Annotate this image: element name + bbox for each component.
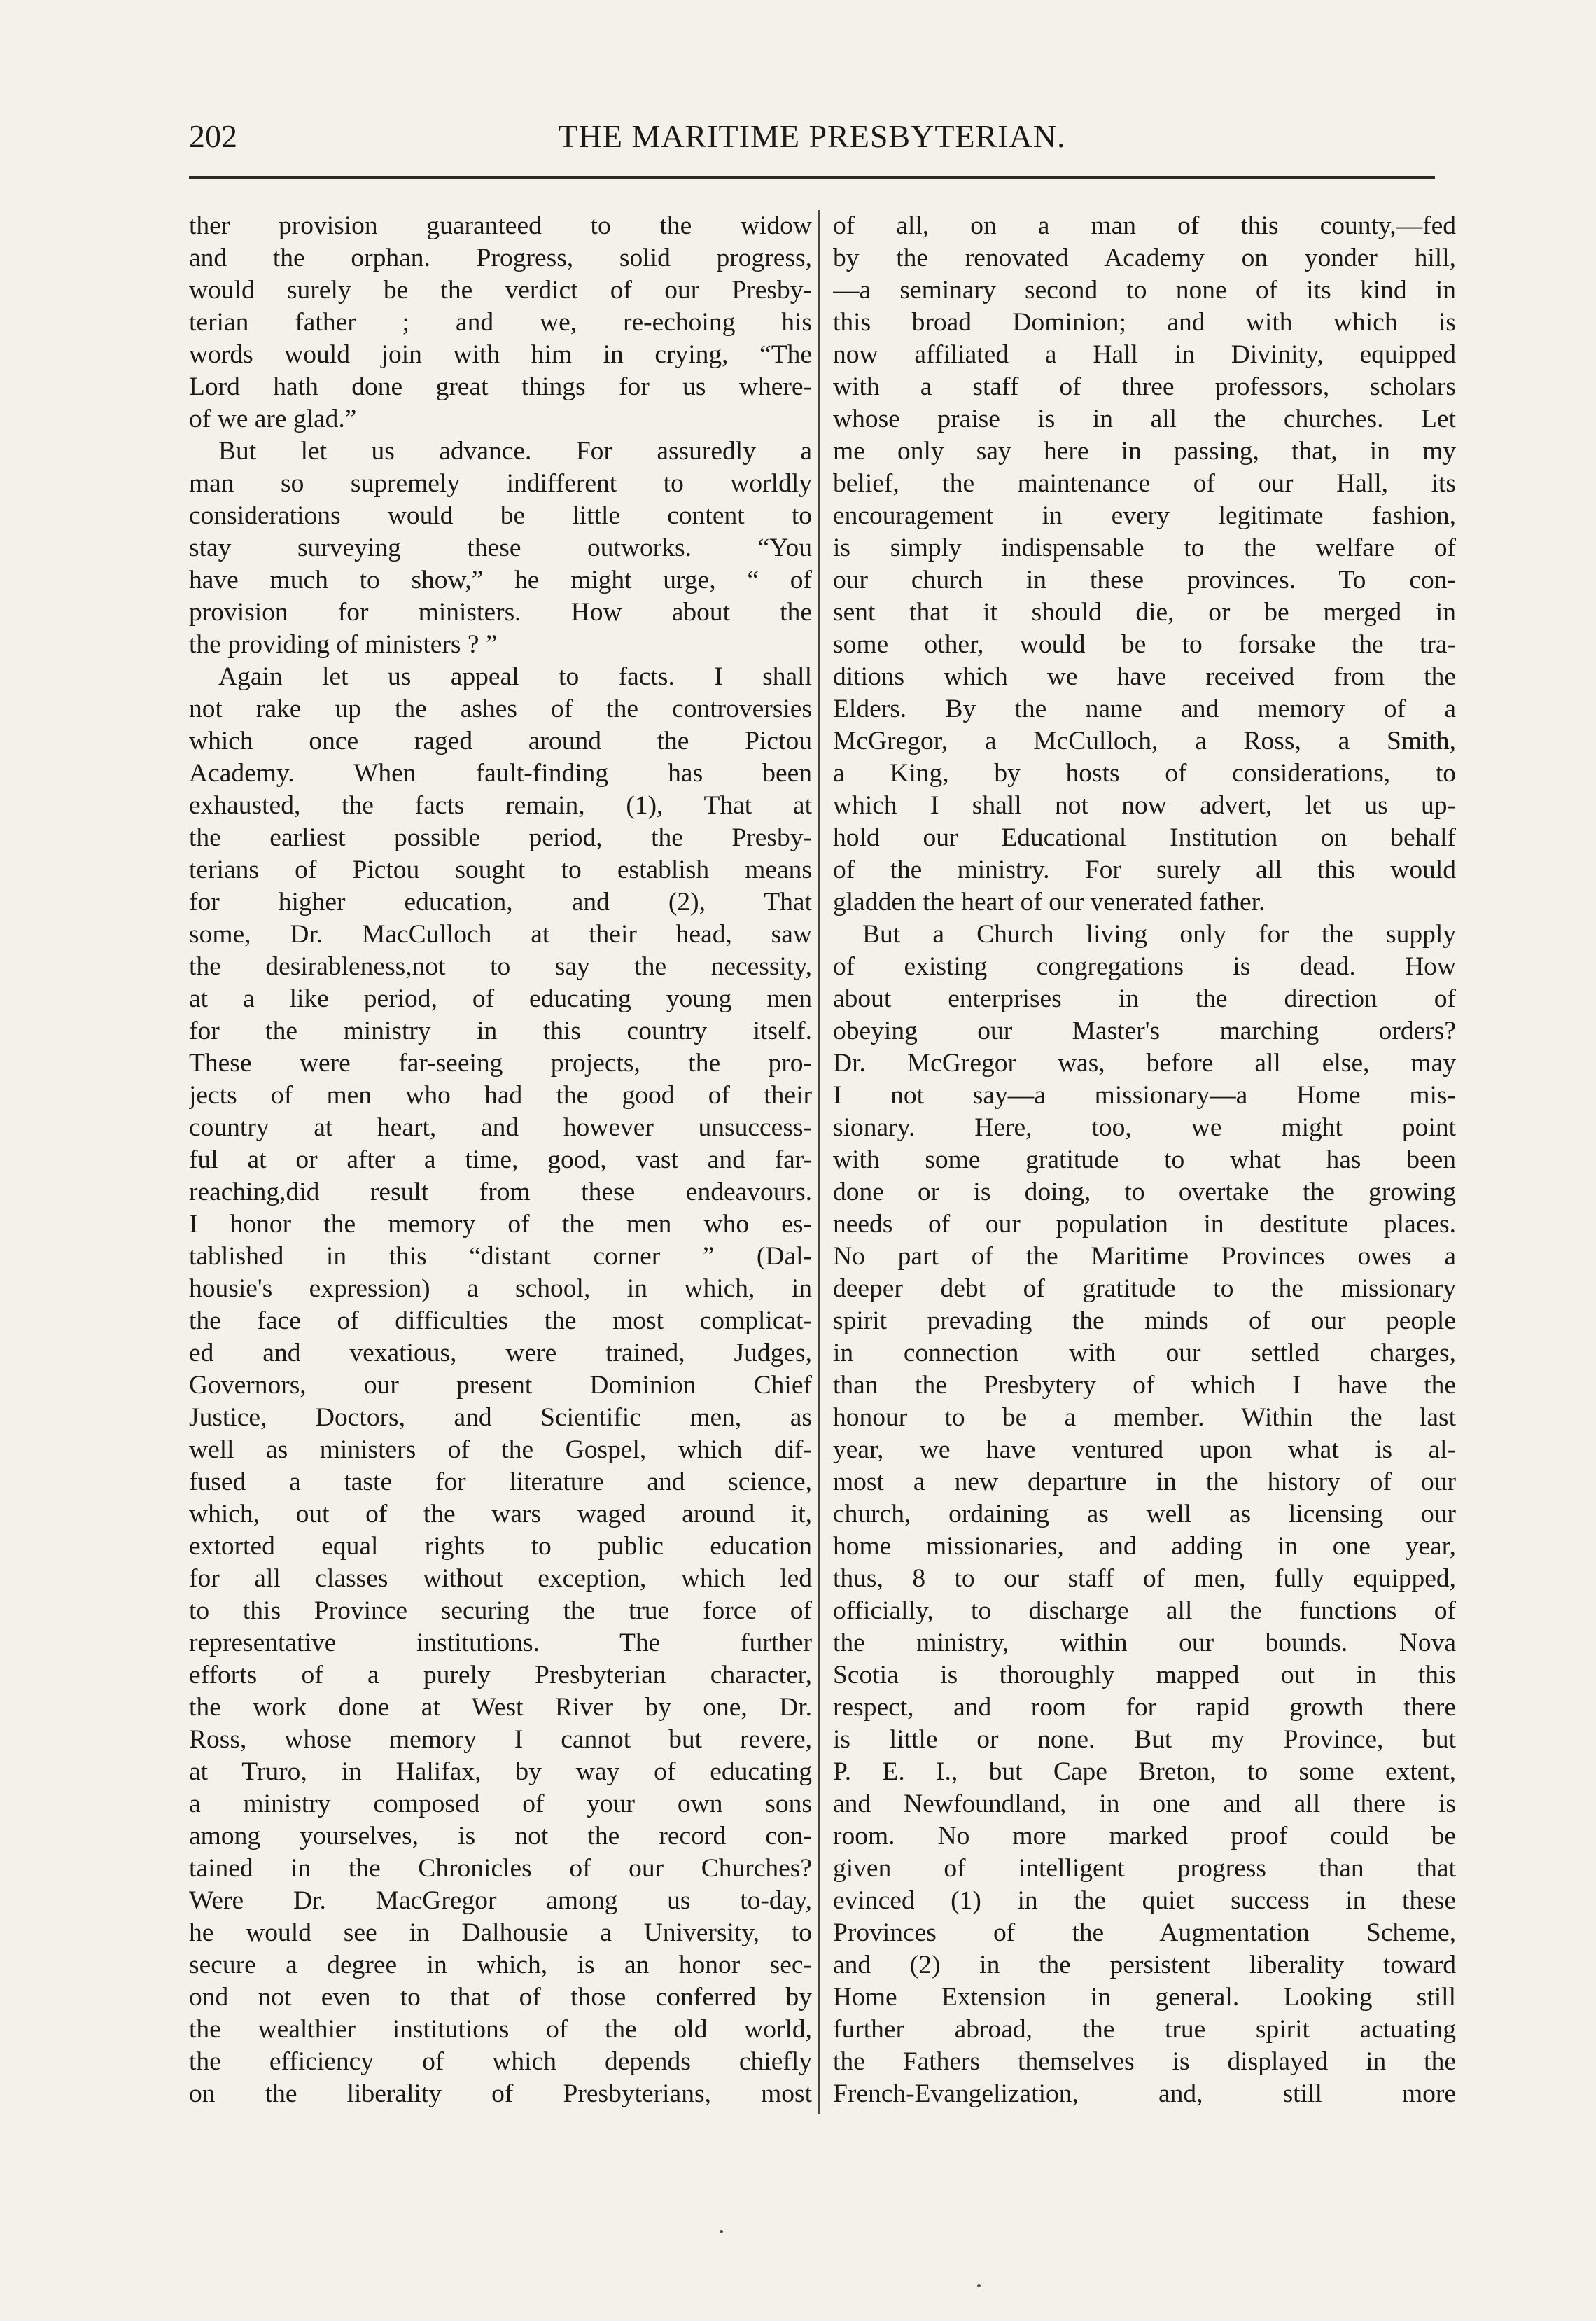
text-line: the providing of ministers ? ”	[189, 630, 498, 659]
text-line: —a seminary second to none of its kind in	[833, 276, 1456, 305]
text-line: with some gratitude to what has been	[833, 1145, 1456, 1174]
text-line: words would join with him in crying, “The	[189, 340, 812, 369]
text-line: jects of men who had the good of their	[189, 1081, 812, 1110]
text-line: and Newfoundland, in one and all there is	[833, 1790, 1456, 1818]
text-line: is simply indispensable to the welfare of	[833, 534, 1456, 562]
text-line: to this Province securing the true force of	[189, 1596, 812, 1625]
text-line: of existing congregations is dead. How	[833, 952, 1456, 981]
text-line: not rake up the ashes of the controversies	[189, 695, 812, 723]
text-line: hold our Educational Institution on behalf	[833, 823, 1456, 852]
print-speck	[720, 2230, 723, 2233]
text-line: efforts of a purely Presbyterian character,	[189, 1661, 812, 1689]
text-line: than the Presbytery of which I have the	[833, 1371, 1456, 1400]
text-line: he would see in Dalhousie a University, to	[189, 1918, 812, 1947]
text-line: at a like period, of educating young men	[189, 984, 812, 1013]
text-line: reaching,did result from these endeavours.	[189, 1178, 812, 1206]
text-line: obeying our Master's marching orders?	[833, 1017, 1456, 1045]
text-line: Governors, our present Dominion Chief	[189, 1371, 812, 1400]
text-line: I not say—a missionary—a Home mis-	[833, 1081, 1456, 1110]
text-line: year, we have ventured upon what is al-	[833, 1435, 1456, 1464]
text-line: spirit prevading the minds of our people	[833, 1306, 1456, 1335]
text-line: No part of the Maritime Provinces owes a	[833, 1242, 1456, 1271]
text-line: the Fathers themselves is displayed in the	[833, 2047, 1456, 2076]
text-line: a King, by hosts of considerations, to	[833, 759, 1456, 788]
text-line: sent that it should die, or be merged in	[833, 598, 1456, 627]
text-line: I honor the memory of the men who es-	[189, 1210, 812, 1239]
text-line: of the ministry. For surely all this would	[833, 856, 1456, 884]
text-line: a ministry composed of your own sons	[189, 1790, 812, 1818]
page-header	[189, 118, 1435, 167]
running-title: THE MARITIME PRESBYTERIAN.	[558, 118, 1066, 154]
text-line: But let us advance. For assuredly a	[218, 437, 812, 466]
text-line: the desirableness,not to say the necessity,	[189, 952, 812, 981]
text-line: the ministry, within our bounds. Nova	[833, 1629, 1456, 1657]
text-line: belief, the maintenance of our Hall, its	[833, 469, 1456, 498]
text-line: with a staff of three professors, scholars	[833, 372, 1456, 401]
text-line: most a new departure in the history of our	[833, 1468, 1456, 1496]
text-line: which I shall not now advert, let us up-	[833, 791, 1456, 820]
text-line: the wealthier institutions of the old world,	[189, 2015, 812, 2044]
text-line: me only say here in passing, that, in my	[833, 437, 1456, 466]
text-line: ed and vexatious, were trained, Judges,	[189, 1339, 812, 1367]
text-line: on the liberality of Presbyterians, most	[189, 2079, 812, 2108]
text-line: ful at or after a time, good, vast and far-	[189, 1145, 812, 1174]
text-line: Elders. By the name and memory of a	[833, 695, 1456, 723]
text-line: Home Extension in general. Looking still	[833, 1983, 1456, 2012]
text-line: among yourselves, is not the record con-	[189, 1822, 812, 1850]
text-line: at Truro, in Halifax, by way of educating	[189, 1757, 812, 1786]
text-line: and (2) in the persistent liberality toward	[833, 1951, 1456, 1979]
text-line: home missionaries, and adding in one year,	[833, 1532, 1456, 1561]
text-line: terian father ; and we, re-echoing his	[189, 308, 812, 337]
text-line: church, ordaining as well as licensing our	[833, 1500, 1456, 1528]
text-line: given of intelligent progress than that	[833, 1854, 1456, 1883]
header-rule	[189, 176, 1435, 179]
text-line: Dr. McGregor was, before all else, may	[833, 1049, 1456, 1078]
text-line: have much to show,” he might urge, “ of	[189, 566, 812, 594]
text-line: Academy. When fault-finding has been	[189, 759, 812, 788]
text-line: But a Church living only for the supply	[862, 920, 1456, 949]
text-line: is little or none. But my Province, but	[833, 1725, 1456, 1754]
print-speck	[977, 2284, 981, 2287]
text-line: deeper debt of gratitude to the missionary	[833, 1274, 1456, 1303]
text-line: the face of difficulties the most complicat-	[189, 1306, 812, 1335]
text-line: some, Dr. MacCulloch at their head, saw	[189, 920, 812, 949]
text-line: thus, 8 to our staff of men, fully equipped,	[833, 1564, 1456, 1593]
text-line: tablished in this “distant corner ” (Dal-	[189, 1242, 812, 1271]
text-line: for all classes without exception, which led	[189, 1564, 812, 1593]
text-line: ond not even to that of those conferred by	[189, 1983, 812, 2012]
column-divider	[818, 210, 820, 2114]
text-line: terians of Pictou sought to establish means	[189, 856, 812, 884]
text-line: of we are glad.”	[189, 405, 357, 433]
text-line: McGregor, a McCulloch, a Ross, a Smith,	[833, 727, 1456, 755]
text-line: encouragement in every legitimate fashion,	[833, 501, 1456, 530]
text-line: would surely be the verdict of our Presby-	[189, 276, 812, 305]
text-line: Ross, whose memory I cannot but revere,	[189, 1725, 812, 1754]
text-line: Provinces of the Augmentation Scheme,	[833, 1918, 1456, 1947]
text-line: Lord hath done great things for us where-	[189, 372, 812, 401]
text-line: evinced (1) in the quiet success in these	[833, 1886, 1456, 1915]
text-line: exhausted, the facts remain, (1), That at	[189, 791, 812, 820]
text-line: considerations would be little content to	[189, 501, 812, 530]
text-line: room. No more marked proof could be	[833, 1822, 1456, 1850]
text-line: Again let us appeal to facts. I shall	[218, 662, 812, 691]
text-line: fused a taste for literature and science,	[189, 1468, 812, 1496]
text-line: gladden the heart of our venerated father.	[833, 888, 1266, 916]
text-line: and the orphan. Progress, solid progress,	[189, 244, 812, 272]
text-line: now affiliated a Hall in Divinity, equipped	[833, 340, 1456, 369]
text-line: provision for ministers. How about the	[189, 598, 812, 627]
text-line: which once raged around the Pictou	[189, 727, 812, 755]
text-line: Scotia is thoroughly mapped out in this	[833, 1661, 1456, 1689]
text-line: honour to be a member. Within the last	[833, 1403, 1456, 1432]
text-line: for higher education, and (2), That	[189, 888, 812, 916]
text-line: respect, and room for rapid growth there	[833, 1693, 1456, 1722]
text-line: country at heart, and however unsuccess-	[189, 1113, 812, 1142]
text-line: officially, to discharge all the functions of	[833, 1596, 1456, 1625]
text-line: further abroad, the true spirit actuating	[833, 2015, 1456, 2044]
text-line: for the ministry in this country itself.	[189, 1017, 812, 1045]
text-line: tained in the Chronicles of our Churches?	[189, 1854, 812, 1883]
text-line: needs of our population in destitute places.	[833, 1210, 1456, 1239]
page-number: 202	[189, 118, 237, 154]
text-line: representative institutions. The further	[189, 1629, 812, 1657]
text-line: Justice, Doctors, and Scientific men, as	[189, 1403, 812, 1432]
text-line: the earliest possible period, the Presby-	[189, 823, 812, 852]
right-column	[833, 210, 1456, 2110]
text-line: housie's expression) a school, in which, in	[189, 1274, 812, 1303]
text-line: done or is doing, to overtake the growing	[833, 1178, 1456, 1206]
left-column	[189, 210, 812, 2110]
text-line: sionary. Here, too, we might point	[833, 1113, 1456, 1142]
text-line: ther provision guaranteed to the widow	[189, 211, 812, 240]
text-line: our church in these provinces. To con-	[833, 566, 1456, 594]
text-line: the efficiency of which depends chiefly	[189, 2047, 812, 2076]
text-line: These were far-seeing projects, the pro-	[189, 1049, 812, 1078]
text-line: the work done at West River by one, Dr.	[189, 1693, 812, 1722]
text-line: whose praise is in all the churches. Let	[833, 405, 1456, 433]
text-line: of all, on a man of this county,—fed	[833, 211, 1456, 240]
text-line: Were Dr. MacGregor among us to-day,	[189, 1886, 812, 1915]
text-line: ditions which we have received from the	[833, 662, 1456, 691]
text-line: about enterprises in the direction of	[833, 984, 1456, 1013]
text-line: this broad Dominion; and with which is	[833, 308, 1456, 337]
text-line: stay surveying these outworks. “You	[189, 534, 812, 562]
text-line: which, out of the wars waged around it,	[189, 1500, 812, 1528]
text-line: man so supremely indifferent to worldly	[189, 469, 812, 498]
text-line: extorted equal rights to public education	[189, 1532, 812, 1561]
text-line: by the renovated Academy on yonder hill,	[833, 244, 1456, 272]
text-line: secure a degree in which, is an honor sec-	[189, 1951, 812, 1979]
text-line: some other, would be to forsake the tra-	[833, 630, 1456, 659]
text-line: in connection with our settled charges,	[833, 1339, 1456, 1367]
text-line: P. E. I., but Cape Breton, to some extent,	[833, 1757, 1456, 1786]
text-line: French-Evangelization, and, still more	[833, 2079, 1456, 2108]
text-line: well as ministers of the Gospel, which dif-	[189, 1435, 812, 1464]
